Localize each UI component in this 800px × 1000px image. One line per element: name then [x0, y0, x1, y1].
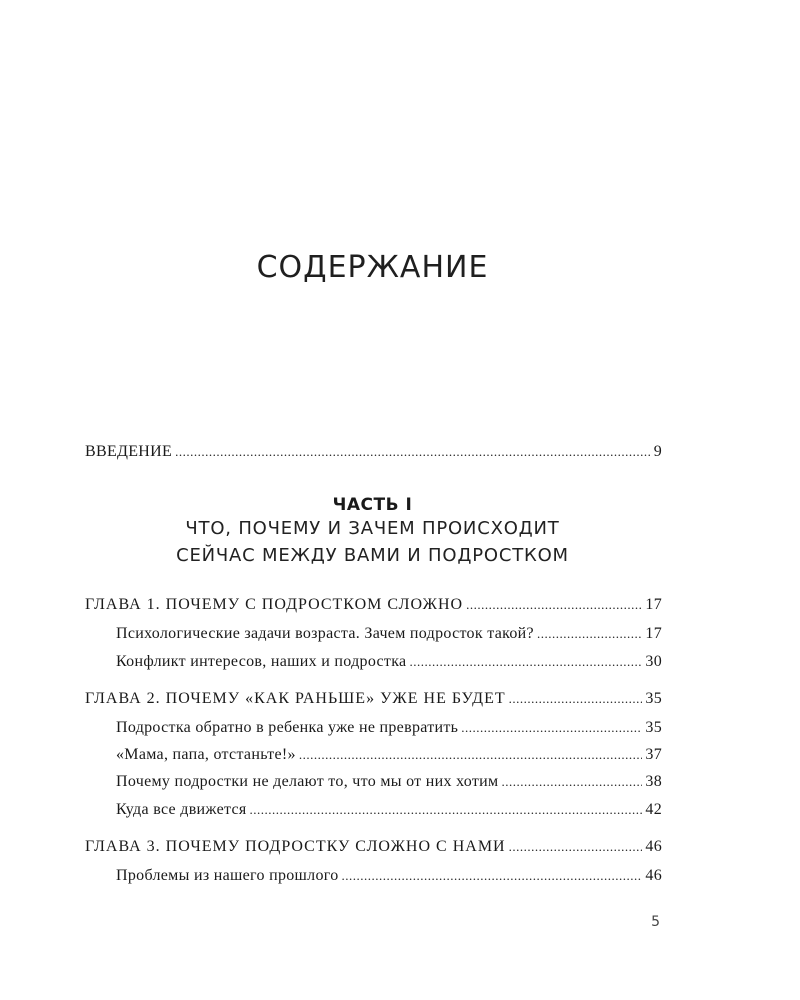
toc-section-label: Почему подростки не делают то, что мы от них хотим: [116, 773, 499, 790]
dot-leader: [461, 720, 642, 736]
dot-leader: [537, 626, 642, 642]
toc-section-label: Куда все движется: [116, 801, 247, 818]
toc-page-number: 38: [645, 773, 662, 790]
toc-entry-intro[interactable]: [85, 443, 662, 461]
toc-page-number: 37: [645, 746, 662, 763]
toc-page-number: 17: [645, 596, 662, 613]
toc-section-label: Проблемы из нашего прошлого: [116, 867, 339, 884]
toc-chapter-label: ГЛАВА 2. ПОЧЕМУ «КАК РАНЬШЕ» УЖЕ НЕ БУДЕТ: [85, 690, 506, 707]
part-title-line-2: СЕЙЧАС МЕЖДУ ВАМИ И ПОДРОСТКОМ: [176, 545, 569, 566]
toc-chapter-1[interactable]: [85, 596, 662, 614]
toc-section[interactable]: [116, 653, 662, 671]
toc-section[interactable]: [116, 801, 662, 819]
toc-section[interactable]: [116, 625, 662, 643]
toc-page-number: 46: [645, 867, 662, 884]
part-label: ЧАСТЬ I: [332, 495, 413, 515]
toc-chapter-label: ГЛАВА 3. ПОЧЕМУ ПОДРОСТКУ СЛОЖНО С НАМИ: [85, 838, 506, 855]
toc-page-number: 42: [645, 801, 662, 818]
dot-leader: [501, 774, 642, 790]
toc-section-label: Подростка обратно в ребенка уже не превратить: [116, 719, 459, 736]
toc-page-number: 9: [653, 443, 662, 460]
toc-section[interactable]: [116, 746, 662, 764]
dot-leader: [509, 691, 643, 707]
dot-leader: [299, 747, 643, 763]
toc-page-number: 35: [645, 719, 662, 736]
part-title-line-1: ЧТО, ПОЧЕМУ И ЗАЧЕМ ПРОИСХОДИТ: [185, 518, 560, 539]
page-title: СОДЕРЖАНИЕ: [256, 250, 489, 285]
dot-leader: [175, 444, 651, 460]
toc-section[interactable]: [116, 719, 662, 737]
toc-chapter-3[interactable]: [85, 838, 662, 856]
toc-section-label: Конфликт интересов, наших и подростка: [116, 653, 407, 670]
toc-chapter-2[interactable]: [85, 690, 662, 708]
page-number: 5: [651, 914, 660, 930]
toc-section-label: «Мама, папа, отстаньте!»: [116, 746, 296, 763]
toc-page-number: 46: [645, 838, 662, 855]
toc-section[interactable]: [116, 773, 662, 791]
dot-leader: [342, 868, 643, 884]
dot-leader: [409, 654, 642, 670]
toc-chapter-label: ГЛАВА 1. ПОЧЕМУ С ПОДРОСТКОМ СЛОЖНО: [85, 596, 464, 613]
dot-leader: [250, 802, 643, 818]
toc-section-label: Психологические задачи возраста. Зачем подросток такой?: [116, 625, 534, 642]
toc-entry-label: ВВЕДЕНИЕ: [85, 443, 173, 460]
toc-section[interactable]: [116, 867, 662, 885]
dot-leader: [509, 839, 643, 855]
dot-leader: [466, 597, 642, 613]
toc-page-number: 35: [645, 690, 662, 707]
toc-page-number: 30: [645, 653, 662, 670]
toc-page-number: 17: [645, 625, 662, 642]
